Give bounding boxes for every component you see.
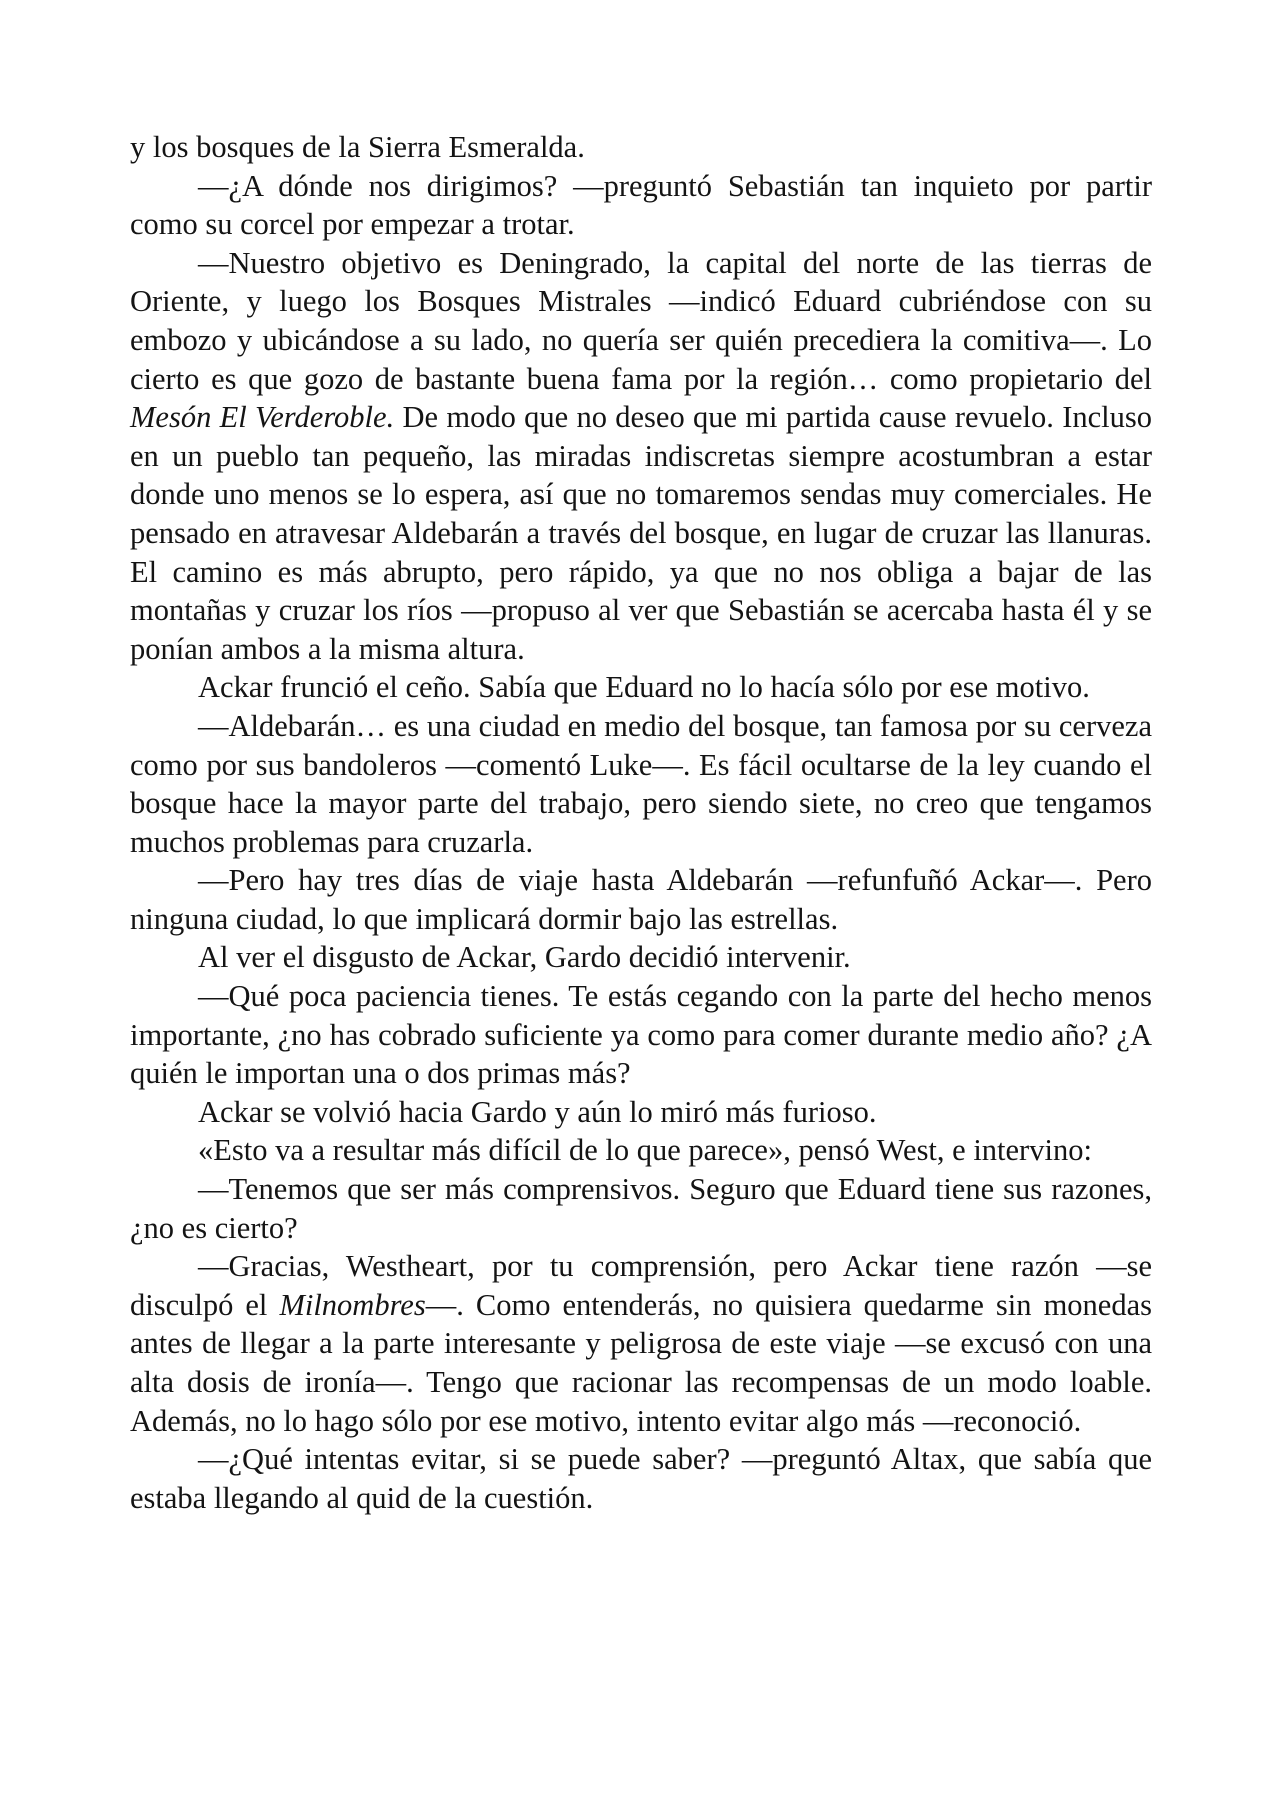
text-run: —. Como entenderás, no quisiera quedarme sin monedas antes de llegar a la parte interesante y peligrosa de este viaje —se excusó con una alta dosis de ironía—. Tengo que racionar las recompensas de un modo loable. Además, no lo hago sólo por ese motivo, intento evitar algo más —reconoció. xyxy=(130,1287,1152,1438)
paragraph-dialogue: —Pero hay tres días de viaje hasta Aldebarán —refunfuñó Ackar—. Pero ninguna ciudad, lo que implicará dormir bajo las estrellas. xyxy=(130,863,1152,936)
text-run: —Nuestro objetivo es Deningrado, la capital del norte de las tierras de Oriente, y luego los Bosques Mistrales —indicó Eduard cubriéndose con su embozo y ubicándose a su lado, no quería ser quién precediera la comitiva—. Lo cierto es que gozo de bastante buena fama por la región… como propietario del xyxy=(130,245,1152,396)
paragraph-continued: y los bosques de la Sierra Esmeralda. xyxy=(130,130,585,164)
paragraph-narration: Al ver el disgusto de Ackar, Gardo decidió intervenir. xyxy=(198,940,851,975)
text-run: —Gracias, Westheart, por tu comprensión, pero Ackar tiene razón —se disculpó el xyxy=(130,1249,1152,1322)
paragraph-narration: Ackar frunció el ceño. Sabía que Eduard no lo hacía sólo por ese motivo. xyxy=(198,670,1090,705)
book-page xyxy=(130,128,1152,1517)
italic-nickname: Milnombres xyxy=(279,1287,426,1322)
paragraph-dialogue: —Aldebarán… es una ciudad en medio del bosque, tan famosa por su cerveza como por sus bandoleros —comentó Luke—. Es fácil ocultarse de la ley cuando el bosque hace la mayor parte del trabajo, pero siendo siete, no creo que tengamos muchos problemas para cruzarla. xyxy=(130,708,1152,859)
paragraph-narration: Ackar se volvió hacia Gardo y aún lo miró más furioso. xyxy=(198,1094,877,1129)
paragraph-dialogue: —Tenemos que ser más comprensivos. Seguro que Eduard tiene sus razones, ¿no es cierto? xyxy=(130,1172,1152,1245)
paragraph-dialogue: —¿Qué intentas evitar, si se puede saber? —preguntó Altax, que sabía que estaba llegando al quid de la cuestión. xyxy=(130,1442,1152,1515)
paragraph-thought: «Esto va a resultar más difícil de lo que parece», pensó West, e intervino: xyxy=(198,1133,1092,1168)
paragraph-dialogue: —¿A dónde nos dirigimos? —preguntó Sebastián tan inquieto por partir como su corcel por empezar a trotar. xyxy=(130,168,1152,242)
italic-inn-name: Mesón El Verderoble. xyxy=(130,400,395,435)
paragraph-dialogue: —Qué poca paciencia tienes. Te estás cegando con la parte del hecho menos importante, ¿no has cobrado suficiente ya como para comer durante medio año? ¿A quién le importan una o dos primas más? xyxy=(130,979,1152,1091)
paragraph-dialogue xyxy=(130,244,1152,669)
paragraph-dialogue xyxy=(130,1247,1152,1440)
text-run: De modo que no deseo que mi partida cause revuelo. Incluso en un pueblo tan pequeño, las miradas indiscretas siempre acostumbran a estar donde uno menos se lo espera, así que no tomaremos sendas muy comerciales. He pensado en atravesar Aldebarán a través del bosque, en lugar de cruzar las llanuras. El camino es más abrupto, pero rápido, ya que no nos obliga a bajar de las montañas y cruzar los ríos —propuso al ver que Sebastián se acercaba hasta él y se ponían ambos a la misma altura. xyxy=(130,400,1152,666)
